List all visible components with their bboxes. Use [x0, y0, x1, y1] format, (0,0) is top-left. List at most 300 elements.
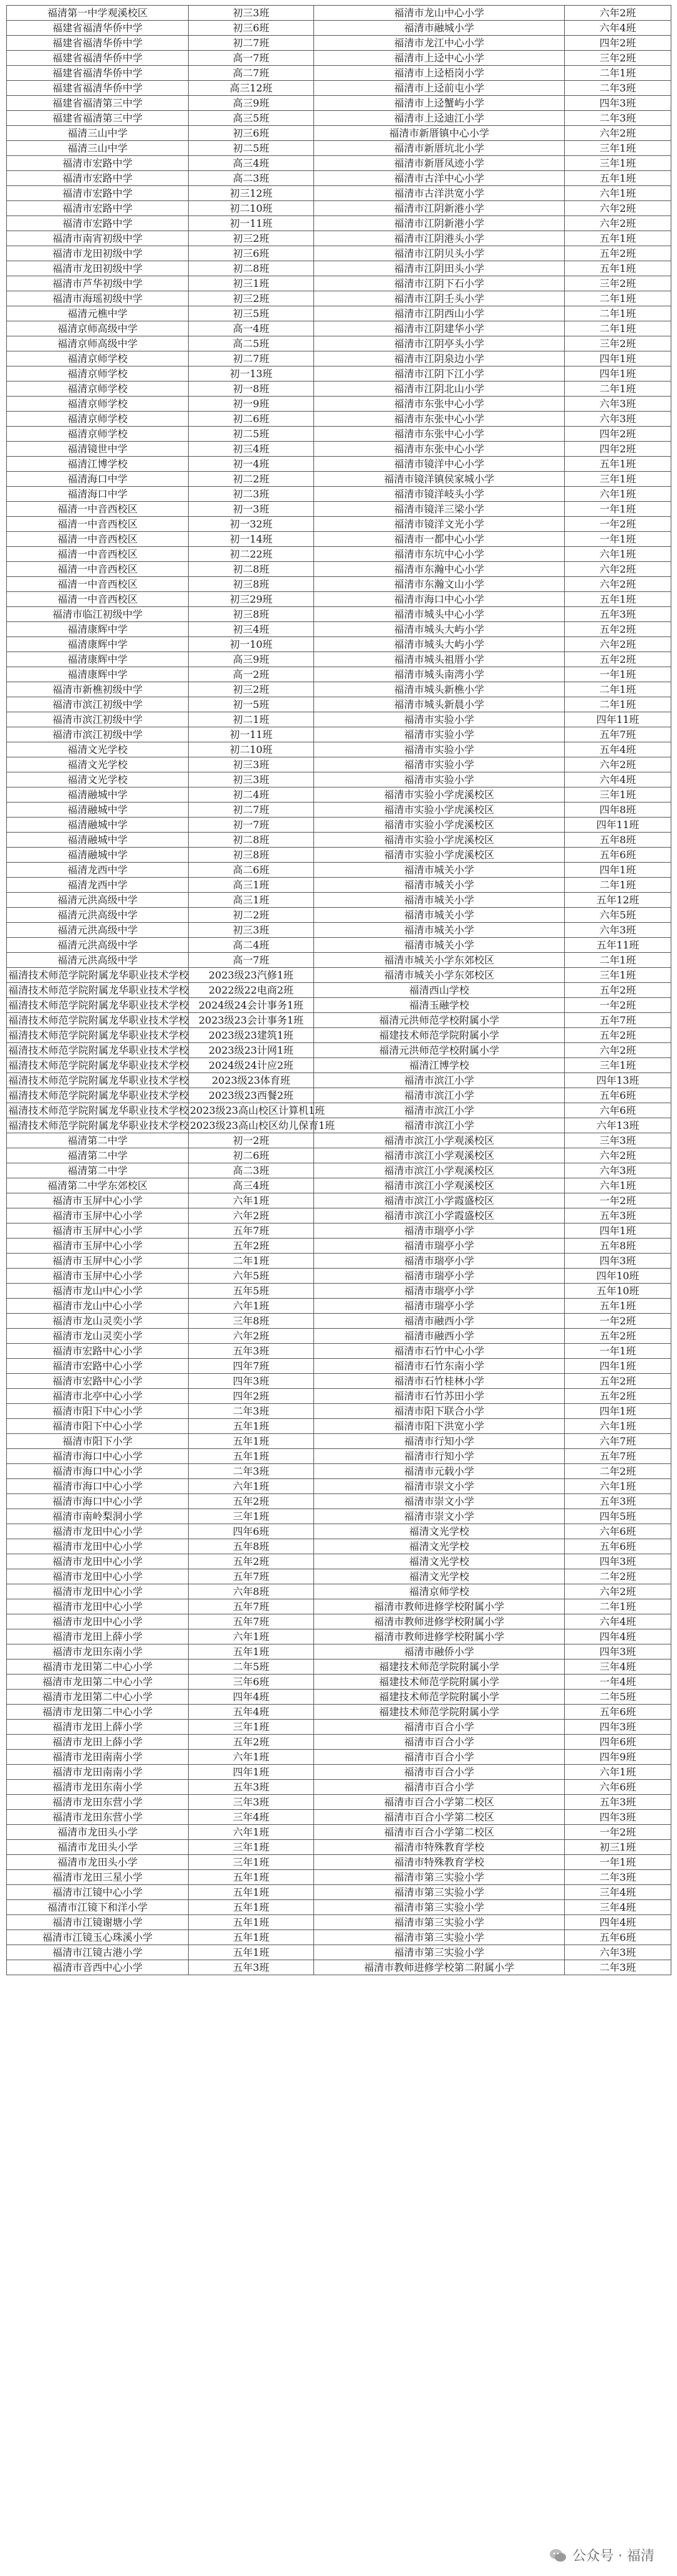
table-row: [7, 1765, 671, 1780]
cell-class: 初三2班: [189, 231, 314, 246]
table-row: [7, 156, 671, 171]
cell-school: 福清融城中学: [7, 787, 189, 802]
cell-primary-school: 福清市城关小学: [314, 923, 565, 938]
table-row: [7, 818, 671, 833]
table-row: [7, 1780, 671, 1795]
cell-class: 二年5班: [189, 1659, 314, 1675]
cell-class: 初二4班: [189, 787, 314, 802]
cell-primary-school: 福清市第三实验小学: [314, 1930, 565, 1945]
table-row: [7, 1389, 671, 1404]
cell-class: 五年1班: [189, 1915, 314, 1930]
cell-school: 福清京师学校: [7, 366, 189, 382]
table-row: [7, 382, 671, 397]
cell-class: 初二10班: [189, 742, 314, 757]
cell-primary-school: 福清市崇文小学: [314, 1509, 565, 1524]
cell-primary-class: 四年3班: [565, 1644, 671, 1659]
cell-school: 福清技术师范学院附属龙华职业技术学校: [7, 1103, 189, 1118]
table-row: [7, 1479, 671, 1494]
table-row: [7, 1870, 671, 1885]
table-row: [7, 1223, 671, 1239]
cell-primary-class: 一年2班: [565, 1314, 671, 1329]
table-row: [7, 1284, 671, 1299]
cell-class: 五年1班: [189, 1870, 314, 1885]
cell-primary-school: 福清市上迳迪江小学: [314, 111, 565, 126]
cell-class: 三年8班: [189, 1314, 314, 1329]
cell-primary-school: 福清市崇文小学: [314, 1479, 565, 1494]
cell-primary-school: 福清市新厝凤迹小学: [314, 156, 565, 171]
table-row: [7, 1419, 671, 1434]
cell-class: 高三1班: [189, 893, 314, 908]
cell-school: 福清第二中学东郊校区: [7, 1178, 189, 1193]
cell-school: 福清市临江初级中学: [7, 607, 189, 622]
cell-school: 福清市海口中心小学: [7, 1464, 189, 1479]
cell-school: 福清市南宵初级中学: [7, 231, 189, 246]
cell-class: 五年7班: [189, 1569, 314, 1584]
table-row: [7, 412, 671, 427]
cell-school: 福建省福清华侨中学: [7, 21, 189, 36]
cell-class: 三年4班: [189, 1810, 314, 1825]
cell-primary-school: 福清市新厝坑北小学: [314, 141, 565, 156]
table-row: [7, 1404, 671, 1419]
table-row: [7, 1705, 671, 1720]
cell-school: 福清市玉屏中心小学: [7, 1208, 189, 1223]
cell-primary-school: 福清市江阴田头小学: [314, 261, 565, 276]
cell-primary-school: 福建技术师范学院附属小学: [314, 1690, 565, 1705]
cell-class: 高三5班: [189, 111, 314, 126]
cell-school: 福清一中音西校区: [7, 532, 189, 547]
cell-primary-class: 三年1班: [565, 141, 671, 156]
cell-school: 福清技术师范学院附属龙华职业技术学校: [7, 1028, 189, 1043]
cell-school: 福清海口中学: [7, 487, 189, 502]
cell-class: 初二5班: [189, 141, 314, 156]
cell-school: 福清市音西中心小学: [7, 1960, 189, 1975]
table-row: [7, 1915, 671, 1930]
table-row: [7, 1239, 671, 1254]
cell-class: 五年2班: [189, 1494, 314, 1509]
cell-class: 五年2班: [189, 1554, 314, 1569]
cell-primary-school: 福清市镜洋中心小学: [314, 457, 565, 472]
table-row: [7, 171, 671, 186]
cell-primary-school: 福清市镜洋镇侯家城小学: [314, 472, 565, 487]
cell-school: 福清市龙田南南小学: [7, 1765, 189, 1780]
table-row: [7, 1374, 671, 1389]
cell-school: 福清京师学校: [7, 427, 189, 442]
cell-class: 初一13班: [189, 366, 314, 382]
cell-school: 福建省福清华侨中学: [7, 81, 189, 96]
cell-school: 福清市海口中心小学: [7, 1449, 189, 1464]
cell-school: 福清市龙田中心小学: [7, 1569, 189, 1584]
table-row: [7, 427, 671, 442]
cell-school: 福清京师高级中学: [7, 321, 189, 336]
cell-primary-school: 福清市实验小学: [314, 757, 565, 772]
cell-primary-class: 六年2班: [565, 577, 671, 592]
cell-primary-class: 六年1班: [565, 1479, 671, 1494]
cell-school: 福清康辉中学: [7, 637, 189, 652]
cell-primary-school: 福清市第三实验小学: [314, 1915, 565, 1930]
cell-school: 福清市龙田东营小学: [7, 1795, 189, 1810]
cell-primary-class: 二年3班: [565, 81, 671, 96]
cell-school: 福清技术师范学院附属龙华职业技术学校: [7, 1073, 189, 1088]
cell-class: 五年2班: [189, 1239, 314, 1254]
cell-school: 福清市江镜谢塘小学: [7, 1915, 189, 1930]
cell-primary-school: 福清市第三实验小学: [314, 1900, 565, 1915]
table-row: [7, 126, 671, 141]
cell-primary-school: 福清市城头南湾小学: [314, 667, 565, 682]
cell-primary-school: 福清市元载小学: [314, 1464, 565, 1479]
cell-primary-class: 五年7班: [565, 727, 671, 742]
table-row: [7, 562, 671, 577]
cell-primary-school: 福清市龙山中心小学: [314, 6, 565, 21]
table-row: [7, 1599, 671, 1614]
cell-school: 福清市龙田上薛小学: [7, 1720, 189, 1735]
table-row: [7, 1449, 671, 1464]
cell-primary-class: 三年4班: [565, 1885, 671, 1900]
cell-primary-class: 四年2班: [565, 442, 671, 457]
cell-school: 福清龙西中学: [7, 863, 189, 878]
table-row: [7, 983, 671, 998]
table-row: [7, 637, 671, 652]
cell-primary-school: 福清市第三实验小学: [314, 1870, 565, 1885]
cell-primary-school: 福建技术师范学院附属小学: [314, 1659, 565, 1675]
cell-class: 高二4班: [189, 938, 314, 953]
cell-class: 初三12班: [189, 186, 314, 201]
cell-class: 高三4班: [189, 1178, 314, 1193]
cell-school: 福清市龙田第二中心小学: [7, 1690, 189, 1705]
cell-primary-school: 福清市百合小学: [314, 1780, 565, 1795]
cell-class: 五年3班: [189, 1780, 314, 1795]
cell-primary-class: 三年4班: [565, 1900, 671, 1915]
cell-class: 六年1班: [189, 1479, 314, 1494]
cell-school: 福清市龙田初级中学: [7, 246, 189, 261]
cell-primary-class: 二年1班: [565, 291, 671, 306]
cell-primary-class: 一年1班: [565, 1855, 671, 1870]
table-row: [7, 1855, 671, 1870]
table-row: [7, 1314, 671, 1329]
cell-primary-class: 五年3班: [565, 1795, 671, 1810]
cell-primary-school: 福清市一都中心小学: [314, 532, 565, 547]
cell-primary-class: 四年6班: [565, 1735, 671, 1750]
cell-primary-class: 六年1班: [565, 1765, 671, 1780]
cell-class: 高一7班: [189, 51, 314, 66]
cell-class: 初二7班: [189, 802, 314, 818]
cell-primary-class: 六年3班: [565, 397, 671, 412]
cell-primary-class: 六年3班: [565, 923, 671, 938]
cell-primary-class: 六年1班: [565, 186, 671, 201]
cell-primary-class: 六年1班: [565, 1178, 671, 1193]
cell-class: 初三6班: [189, 126, 314, 141]
cell-primary-class: 六年2班: [565, 757, 671, 772]
cell-class: 高三12班: [189, 81, 314, 96]
cell-primary-class: 一年2班: [565, 1193, 671, 1208]
cell-primary-school: 福清文光学校: [314, 1554, 565, 1569]
table-row: [7, 1614, 671, 1629]
cell-primary-school: 福清市百合小学第二校区: [314, 1795, 565, 1810]
table-row: [7, 1013, 671, 1028]
cell-school: 福清市龙田第二中心小学: [7, 1705, 189, 1720]
cell-primary-class: 一年2班: [565, 998, 671, 1013]
cell-primary-school: 福建技术师范学院附属小学: [314, 1675, 565, 1690]
cell-class: 六年1班: [189, 1299, 314, 1314]
cell-primary-school: 福清市江阴北山小学: [314, 382, 565, 397]
cell-primary-school: 福清市瑞亭小学: [314, 1269, 565, 1284]
cell-school: 福清市芦华初级中学: [7, 276, 189, 291]
cell-primary-class: 六年4班: [565, 21, 671, 36]
cell-school: 福清市玉屏中心小学: [7, 1193, 189, 1208]
cell-primary-class: 六年2班: [565, 6, 671, 21]
cell-school: 福清元洪高级中学: [7, 938, 189, 953]
cell-primary-class: 四年3班: [565, 1720, 671, 1735]
cell-primary-school: 福清市古洋洪宽小学: [314, 186, 565, 201]
cell-class: 初一7班: [189, 818, 314, 833]
cell-primary-school: 福清市百合小学第二校区: [314, 1810, 565, 1825]
cell-school: 福清京师学校: [7, 397, 189, 412]
table-row: [7, 772, 671, 787]
cell-primary-school: 福清市滨江小学观溪校区: [314, 1163, 565, 1178]
cell-school: 福清市滨江初级中学: [7, 727, 189, 742]
cell-class: 五年1班: [189, 1930, 314, 1945]
cell-primary-school: 福清市龙江中心小学: [314, 36, 565, 51]
cell-primary-class: 四年1班: [565, 366, 671, 382]
table-row: [7, 111, 671, 126]
table-row: [7, 291, 671, 306]
table-row: [7, 1629, 671, 1644]
cell-school: 福清融城中学: [7, 848, 189, 863]
table-row: [7, 607, 671, 622]
cell-class: 五年7班: [189, 1223, 314, 1239]
cell-school: 福清元樵中学: [7, 306, 189, 321]
cell-primary-class: 一年4班: [565, 1675, 671, 1690]
cell-class: 初一32班: [189, 517, 314, 532]
cell-class: 初二7班: [189, 351, 314, 366]
table-body: [7, 6, 671, 1975]
cell-primary-school: 福清市城关小学东郊校区: [314, 953, 565, 968]
cell-class: 二年1班: [189, 1254, 314, 1269]
cell-primary-school: 福清市第三实验小学: [314, 1945, 565, 1960]
cell-class: 初三2班: [189, 682, 314, 697]
cell-class: 五年1班: [189, 1449, 314, 1464]
cell-school: 福清市龙山中心小学: [7, 1284, 189, 1299]
cell-primary-school: 福清市古洋中心小学: [314, 171, 565, 186]
cell-primary-class: 六年5班: [565, 908, 671, 923]
cell-primary-class: 五年8班: [565, 1239, 671, 1254]
cell-class: 2022级22电商2班: [189, 983, 314, 998]
cell-class: 初一3班: [189, 502, 314, 517]
cell-primary-class: 三年2班: [565, 276, 671, 291]
cell-school: 福清市龙田第二中心小学: [7, 1675, 189, 1690]
cell-primary-class: 五年1班: [565, 261, 671, 276]
cell-primary-class: 六年6班: [565, 1780, 671, 1795]
cell-primary-class: 五年1班: [565, 231, 671, 246]
table-row: [7, 1103, 671, 1118]
cell-primary-school: 福清市教师进修学校附属小学: [314, 1614, 565, 1629]
cell-class: 五年1班: [189, 1644, 314, 1659]
cell-class: 五年1班: [189, 1945, 314, 1960]
cell-primary-school: 福清市江阴新港小学: [314, 201, 565, 216]
cell-primary-class: 二年3班: [565, 1960, 671, 1975]
cell-primary-school: 福清市实验小学虎溪校区: [314, 848, 565, 863]
cell-primary-class: 五年6班: [565, 1705, 671, 1720]
cell-class: 初一9班: [189, 397, 314, 412]
cell-class: 五年1班: [189, 1419, 314, 1434]
table-row: [7, 1945, 671, 1960]
cell-school: 福清融城中学: [7, 802, 189, 818]
cell-school: 福清市龙山灵奕小学: [7, 1314, 189, 1329]
table-row: [7, 1539, 671, 1554]
table-row: [7, 1163, 671, 1178]
cell-school: 福清技术师范学院附属龙华职业技术学校: [7, 1058, 189, 1073]
cell-primary-school: 福清市阳下洪宽小学: [314, 1419, 565, 1434]
cell-primary-class: 五年3班: [565, 1494, 671, 1509]
cell-class: 高三9班: [189, 652, 314, 667]
cell-primary-school: 福清市特殊教育学校: [314, 1855, 565, 1870]
table-row: [7, 953, 671, 968]
cell-primary-class: 六年2班: [565, 201, 671, 216]
cell-primary-school: 福清市江阴西山小学: [314, 306, 565, 321]
cell-primary-class: 五年6班: [565, 848, 671, 863]
cell-school: 福清市龙田中心小学: [7, 1554, 189, 1569]
cell-school: 福清一中音西校区: [7, 547, 189, 562]
cell-primary-school: 福清市东张中心小学: [314, 442, 565, 457]
cell-school: 福清市滨江初级中学: [7, 697, 189, 712]
cell-class: 五年1班: [189, 1885, 314, 1900]
cell-primary-class: 五年1班: [565, 1299, 671, 1314]
cell-school: 福清融城中学: [7, 818, 189, 833]
cell-primary-class: 四年2班: [565, 36, 671, 51]
cell-primary-school: 福清市城关小学: [314, 893, 565, 908]
table-row: [7, 1584, 671, 1599]
cell-school: 福清市龙田中心小学: [7, 1614, 189, 1629]
cell-school: 福清技术师范学院附属龙华职业技术学校: [7, 983, 189, 998]
cell-primary-school: 福清市实验小学虎溪校区: [314, 802, 565, 818]
cell-primary-school: 福清文光学校: [314, 1539, 565, 1554]
table-row: [7, 1043, 671, 1058]
table-row: [7, 1900, 671, 1915]
cell-primary-class: 六年2班: [565, 562, 671, 577]
cell-class: 初三8班: [189, 577, 314, 592]
cell-primary-class: 六年1班: [565, 1419, 671, 1434]
cell-primary-school: 福清市滨江小学: [314, 1073, 565, 1088]
cell-school: 福清文光学校: [7, 742, 189, 757]
cell-school: 福清市龙田头小学: [7, 1840, 189, 1855]
cell-school: 福清市龙田中心小学: [7, 1524, 189, 1539]
cell-class: 二年3班: [189, 1464, 314, 1479]
cell-primary-class: 三年1班: [565, 1058, 671, 1073]
cell-class: 高二6班: [189, 863, 314, 878]
table-row: [7, 276, 671, 291]
cell-primary-school: 福清市融城小学: [314, 21, 565, 36]
cell-class: 2023级23汽修1班: [189, 968, 314, 983]
cell-class: 初三8班: [189, 607, 314, 622]
cell-class: 二年3班: [189, 1404, 314, 1419]
cell-class: 高一4班: [189, 321, 314, 336]
cell-primary-class: 三年1班: [565, 472, 671, 487]
table-row: [7, 742, 671, 757]
table-row: [7, 366, 671, 382]
cell-primary-class: 六年3班: [565, 412, 671, 427]
cell-primary-school: 福清西山学校: [314, 983, 565, 998]
cell-primary-class: 五年12班: [565, 893, 671, 908]
cell-primary-class: 四年10班: [565, 1269, 671, 1284]
cell-primary-school: 福清市城头大屿小学: [314, 622, 565, 637]
table-row: [7, 878, 671, 893]
cell-primary-school: 福清市滨江小学观溪校区: [314, 1148, 565, 1163]
cell-school: 福清市宏路中学: [7, 186, 189, 201]
cell-class: 六年2班: [189, 1208, 314, 1223]
table-row: [7, 1464, 671, 1479]
cell-primary-school: 福清市上迳蟹屿小学: [314, 96, 565, 111]
cell-primary-school: 福清市城关小学东郊校区: [314, 968, 565, 983]
cell-primary-class: 五年6班: [565, 1930, 671, 1945]
cell-primary-class: 四年5班: [565, 1509, 671, 1524]
table-row: [7, 502, 671, 517]
cell-class: 五年7班: [189, 1614, 314, 1629]
cell-primary-school: 福清市城头新樵小学: [314, 682, 565, 697]
cell-primary-class: 二年3班: [565, 1870, 671, 1885]
cell-primary-class: 五年2班: [565, 1389, 671, 1404]
cell-primary-class: 五年7班: [565, 1449, 671, 1464]
cell-primary-class: 四年13班: [565, 1073, 671, 1088]
cell-school: 福清一中音西校区: [7, 592, 189, 607]
cell-school: 福清市宏路中学: [7, 156, 189, 171]
cell-class: 六年8班: [189, 1584, 314, 1599]
cell-primary-class: 二年1班: [565, 306, 671, 321]
cell-primary-class: 三年3班: [565, 1133, 671, 1148]
cell-class: 五年1班: [189, 1900, 314, 1915]
cell-primary-class: 六年4班: [565, 772, 671, 787]
table-row: [7, 442, 671, 457]
cell-class: 高二5班: [189, 336, 314, 351]
cell-primary-class: 五年6班: [565, 1088, 671, 1103]
cell-primary-class: 五年2班: [565, 246, 671, 261]
cell-primary-school: 福清市瑞亭小学: [314, 1239, 565, 1254]
cell-primary-class: 四年1班: [565, 351, 671, 366]
cell-primary-school: 福清市江阴下江小学: [314, 366, 565, 382]
table-row: [7, 908, 671, 923]
cell-primary-school: 福清市教师进修学校附属小学: [314, 1599, 565, 1614]
cell-class: 2023级23计网1班: [189, 1043, 314, 1058]
cell-primary-class: 五年1班: [565, 171, 671, 186]
cell-class: 五年4班: [189, 1705, 314, 1720]
cell-primary-school: 福清市城头祖厝小学: [314, 652, 565, 667]
cell-primary-class: 二年1班: [565, 66, 671, 81]
cell-school: 福清市海口中心小学: [7, 1479, 189, 1494]
table-row: [7, 652, 671, 667]
cell-primary-class: 四年1班: [565, 1404, 671, 1419]
cell-school: 福清市龙田东南小学: [7, 1644, 189, 1659]
cell-primary-school: 福清市城关小学: [314, 938, 565, 953]
cell-primary-school: 福清江博学校: [314, 1058, 565, 1073]
cell-school: 福清市龙田上薛小学: [7, 1629, 189, 1644]
cell-primary-school: 福清市镜洋文光小学: [314, 517, 565, 532]
cell-class: 初一5班: [189, 697, 314, 712]
cell-primary-class: 六年2班: [565, 1043, 671, 1058]
cell-primary-school: 福清市瑞亭小学: [314, 1284, 565, 1299]
table-row: [7, 1750, 671, 1765]
table-row: [7, 1659, 671, 1675]
cell-class: 六年5班: [189, 1269, 314, 1284]
cell-school: 福清市龙田中心小学: [7, 1584, 189, 1599]
table-row: [7, 141, 671, 156]
cell-primary-class: 二年1班: [565, 878, 671, 893]
cell-primary-school: 福清市东瀚中心小学: [314, 562, 565, 577]
cell-school: 福清元洪高级中学: [7, 953, 189, 968]
cell-class: 2023级23高山校区幼儿保育1班: [189, 1118, 314, 1133]
cell-primary-school: 福清市融西小学: [314, 1314, 565, 1329]
cell-class: 高二7班: [189, 66, 314, 81]
cell-primary-class: 五年3班: [565, 1208, 671, 1223]
cell-class: 初三1班: [189, 276, 314, 291]
cell-class: 初一10班: [189, 637, 314, 652]
